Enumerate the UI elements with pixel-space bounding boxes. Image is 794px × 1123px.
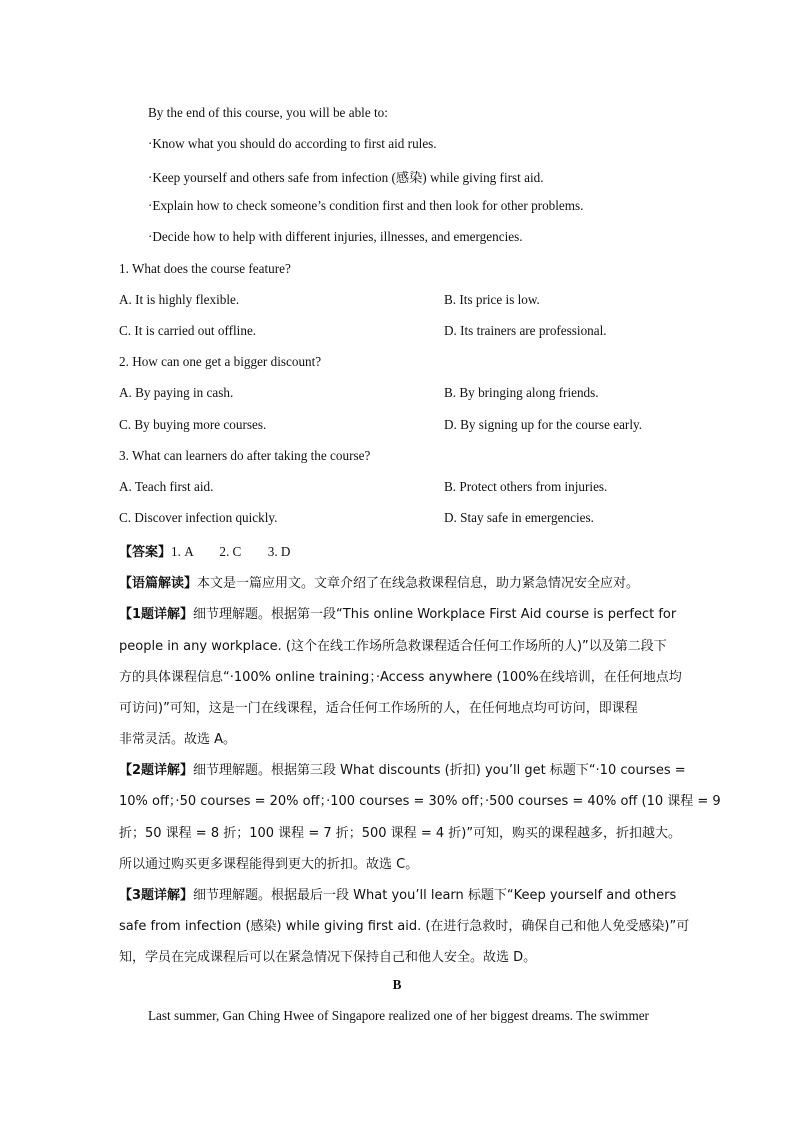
option-c: C. Discover infection quickly. <box>119 510 278 525</box>
explanation-text: 折；50 课程 = 8 折；100 课程 = 7 折；500 课程 = 4 折)”可知，购买的课程越多，折扣越大。 <box>119 826 682 841</box>
explanation-line <box>119 884 676 903</box>
question-stem: 3. What can learners do after taking the course? <box>119 448 371 463</box>
option-d: D. By signing up for the course early. <box>444 417 643 432</box>
explanation-line <box>119 603 676 622</box>
explanation-text: 10% off；·50 courses = 20% off；·100 courses = 30% off；·500 courses = 40% off (10 课程 = 9 <box>119 794 721 809</box>
option-a: A. By paying in cash. <box>119 385 234 400</box>
outcome-item: ·Know what you should do according to first aid rules. <box>148 136 437 151</box>
option-d: D. Stay safe in emergencies. <box>444 510 594 525</box>
explanation-line <box>119 759 686 778</box>
option-b: B. By bringing along friends. <box>444 385 599 400</box>
explanation-label: 【1题详解】 <box>119 607 194 622</box>
explanation-text: people in any workplace. (这个在线工作场所急救课程适合任何工作场所的人)”以及第二段下 <box>119 639 667 654</box>
explanation-text: 细节理解题。根据最后一段 What you’ll learn 标题下“Keep yourself and others <box>193 888 677 903</box>
explanation-text: 方的具体课程信息“·100% online training；·Access anywhere (100%在线培训，在任何地点均 <box>119 670 682 685</box>
option-c: C. By buying more courses. <box>119 417 267 432</box>
explanation-text: 细节理解题。根据第一段“This online Workplace First Aid course is perfect for <box>193 607 677 622</box>
outcome-item: ·Explain how to check someone’s condition first and then look for other problems. <box>148 198 584 213</box>
option-c: C. It is carried out offline. <box>119 323 257 338</box>
question-stem: 2. How can one get a bigger discount? <box>119 354 322 369</box>
answer-value: 1. A 2. C 3. D <box>171 544 291 559</box>
outcome-item: ·Keep yourself and others safe from infection (感染) while giving first aid. <box>148 170 544 185</box>
explanation-text: 细节理解题。根据第三段 What discounts (折扣) you’ll get 标题下“·10 courses = <box>193 763 686 778</box>
explanation-text: safe from infection (感染) while giving first aid. (在进行急救时，确保自己和他人免受感染)”可 <box>119 919 690 934</box>
passage-reading-text: 本文是一篇应用文。文章介绍了在线急救课程信息，助力紧急情况安全应对。 <box>197 576 640 591</box>
outcome-item: ·Decide how to help with different injuries, illnesses, and emergencies. <box>148 229 523 244</box>
explanation-label: 【2题详解】 <box>119 763 194 778</box>
passage-reading-label: 【语篇解读】 <box>119 576 198 591</box>
option-b: B. Its price is low. <box>444 292 540 307</box>
explanation-text: 可访问)”可知，这是一门在线课程，适合任何工作场所的人，在任何地点均可访问，即课程 <box>119 701 638 716</box>
answer-label: 【答案】 <box>119 545 172 560</box>
option-b: B. Protect others from injuries. <box>444 479 608 494</box>
section-heading: B <box>392 977 402 992</box>
explanation-label: 【3题详解】 <box>119 888 194 903</box>
answer-line <box>119 541 290 560</box>
outcomes-intro: By the end of this course, you will be able to: <box>148 105 388 120</box>
question-stem: 1. What does the course feature? <box>119 261 291 276</box>
explanation-text: 非常灵活。故选 A。 <box>119 732 237 747</box>
explanation-text: 所以通过购买更多课程能得到更大的折扣。故选 C。 <box>119 857 419 872</box>
passage-reading <box>119 572 639 591</box>
passage-first-line: Last summer, Gan Ching Hwee of Singapore realized one of her biggest dreams. The swimmer <box>148 1008 649 1023</box>
option-d: D. Its trainers are professional. <box>444 323 607 338</box>
explanation-text: 知，学员在完成课程后可以在紧急情况下保持自己和他人安全。故选 D。 <box>119 950 537 965</box>
option-a: A. It is highly flexible. <box>119 292 240 307</box>
option-a: A. Teach first aid. <box>119 479 214 494</box>
